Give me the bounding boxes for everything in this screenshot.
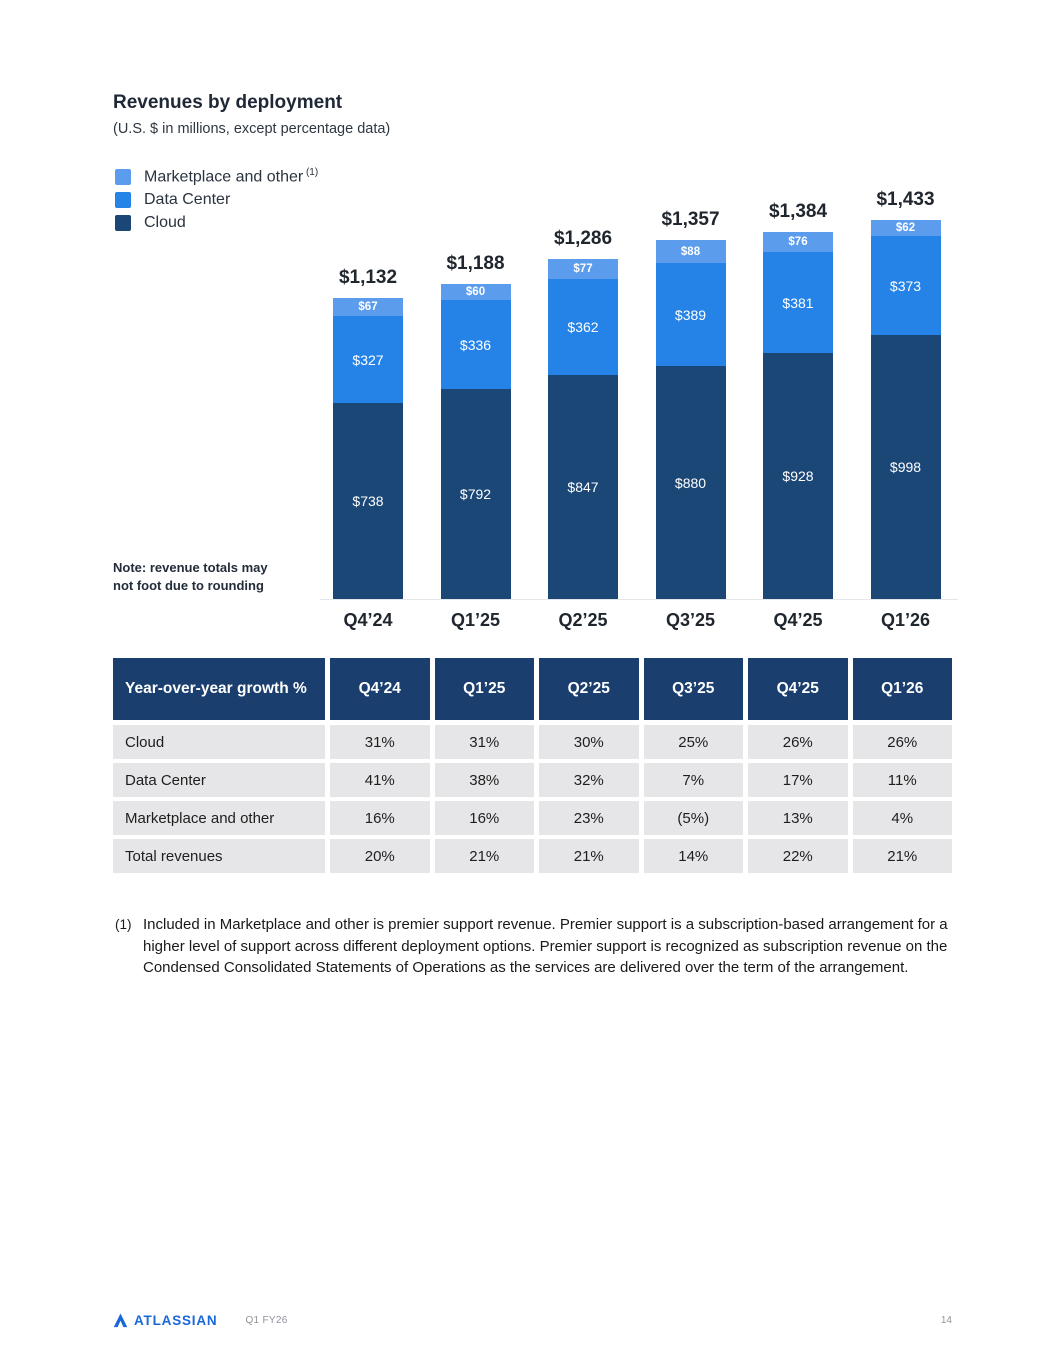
table-header-cell: Q1’26	[853, 658, 953, 720]
page-title: Revenues by deployment	[113, 92, 343, 113]
table-value-cell: 31%	[330, 725, 430, 759]
table-row	[113, 725, 952, 759]
table-value-cell: 31%	[435, 725, 535, 759]
table-row-label: Cloud	[113, 725, 325, 759]
table-value-cell: 13%	[748, 801, 848, 835]
legend-swatch-icon	[115, 169, 131, 185]
table-value-cell: 30%	[539, 725, 639, 759]
table-row-label: Total revenues	[113, 839, 325, 873]
segment-value-label: $880	[674, 474, 707, 491]
page-footer	[113, 1311, 952, 1329]
segment-value-label: $62	[895, 222, 916, 234]
segment-value-label: $373	[889, 277, 922, 294]
table-value-cell: 26%	[853, 725, 953, 759]
bar-Q1’25	[441, 170, 511, 630]
table-header-cell: Q4’24	[330, 658, 430, 720]
legend-swatch-icon	[115, 215, 131, 231]
segment-cloud	[871, 335, 941, 599]
table-value-cell: 21%	[539, 839, 639, 873]
segment-value-label: $77	[573, 263, 593, 275]
table-value-cell: 41%	[330, 763, 430, 797]
table-value-cell: 21%	[435, 839, 535, 873]
rounding-note: Note: revenue totals may not foot due to rounding	[113, 560, 268, 593]
table-header-cell: Q2’25	[539, 658, 639, 720]
segment-data-center	[548, 279, 618, 375]
segment-cloud	[548, 375, 618, 599]
segment-value-label: $327	[352, 351, 384, 368]
segment-value-label: $738	[352, 493, 384, 509]
table-value-cell: 21%	[853, 839, 953, 873]
legend-label: Cloud	[144, 214, 186, 231]
segment-marketplace-and-other	[656, 240, 726, 263]
table-value-cell: 16%	[330, 801, 430, 835]
segment-value-label: $928	[782, 468, 814, 484]
table-value-cell: 20%	[330, 839, 430, 873]
x-axis-label: Q2’25	[558, 610, 608, 630]
brand-wordmark: ATLASSIAN	[134, 1312, 218, 1328]
legend-footnote-ref: (1)	[303, 167, 319, 179]
table-row	[113, 801, 952, 835]
segment-value-label: $389	[674, 306, 707, 323]
page-subtitle: (U.S. $ in millions, except percentage data)	[113, 121, 391, 137]
page-number: 14	[940, 1314, 952, 1326]
segment-value-label: $88	[680, 245, 701, 258]
total-value-label: $1,188	[446, 253, 505, 274]
legend-item-data-center	[115, 192, 318, 208]
table-value-cell: 38%	[435, 763, 535, 797]
table-row	[113, 763, 952, 797]
total-value-label: $1,433	[876, 189, 935, 210]
segment-value-label: $381	[782, 294, 814, 311]
legend-label: Marketplace and other $^{(1)}$	[144, 167, 319, 186]
bar-Q2’25	[548, 170, 618, 630]
growth-table	[113, 658, 952, 877]
table-header-cell: Q4’25	[748, 658, 848, 720]
revenue-stacked-bar-chart	[320, 170, 958, 630]
segment-value-label: $847	[567, 479, 599, 495]
total-value-label: $1,384	[768, 201, 828, 222]
table-row-label: Marketplace and other	[113, 801, 325, 835]
segment-data-center	[871, 236, 941, 335]
legend-item-marketplace-and-other	[115, 169, 318, 185]
total-value-label: $1,357	[661, 209, 720, 230]
table-row-label: Data Center	[113, 763, 325, 797]
segment-data-center	[333, 316, 403, 403]
segment-value-label: $60	[465, 286, 486, 298]
segment-marketplace-and-other	[871, 220, 941, 236]
table-value-cell: 14%	[644, 839, 744, 873]
segment-value-label: $998	[889, 459, 922, 475]
segment-cloud	[656, 366, 726, 599]
table-value-cell: 23%	[539, 801, 639, 835]
table-value-cell: 17%	[748, 763, 848, 797]
segment-value-label: $76	[788, 236, 808, 248]
segment-cloud	[441, 389, 511, 599]
table-value-cell: 7%	[644, 763, 744, 797]
total-value-label: $1,286	[553, 228, 613, 249]
table-header-cell: Year-over-year growth %	[113, 658, 325, 720]
footnote-text: Included in Marketplace and other is premier support revenue. Premier support is a subscription-based arrangement for a higher level of support across different deployment options. Premier support is recognized as subscription revenue on the Condensed Consolidated Statements of Operations as the services are delivered over the term of the arrangement.	[143, 916, 948, 976]
footer-quarter-label: Q1 FY26	[245, 1314, 288, 1326]
segment-marketplace-and-other	[548, 259, 618, 279]
segment-marketplace-and-other	[441, 284, 511, 300]
segment-value-label: $336	[459, 336, 492, 353]
segment-value-label: $792	[459, 486, 492, 502]
table-value-cell: (5%)	[644, 801, 744, 835]
bar-Q1’26	[871, 170, 941, 630]
segment-data-center	[441, 300, 511, 389]
table-value-cell: 11%	[853, 763, 953, 797]
segment-value-label: $67	[358, 301, 378, 313]
legend-item-cloud	[115, 215, 318, 231]
table-value-cell: 16%	[435, 801, 535, 835]
segment-cloud	[333, 403, 403, 599]
table-value-cell: 32%	[539, 763, 639, 797]
table-value-cell: 26%	[748, 725, 848, 759]
table-value-cell: 22%	[748, 839, 848, 873]
total-value-label: $1,132	[338, 267, 398, 288]
x-axis-label: Q1’26	[880, 610, 931, 630]
segment-data-center	[656, 263, 726, 366]
segment-cloud	[763, 353, 833, 599]
legend-swatch-icon	[115, 192, 131, 208]
legend-label: Data Center	[144, 191, 231, 208]
segment-marketplace-and-other	[333, 298, 403, 316]
footnote-marker: (1)	[115, 917, 132, 932]
atlassian-logo-icon	[113, 1313, 128, 1328]
table-header-row	[113, 658, 952, 720]
bar-Q4’25	[763, 170, 833, 630]
segment-data-center	[763, 252, 833, 353]
table-header-cell: Q3’25	[644, 658, 744, 720]
segment-value-label: $362	[567, 319, 599, 335]
bar-Q3’25	[656, 170, 726, 630]
table-row	[113, 839, 952, 873]
table-header-cell: Q1’25	[435, 658, 535, 720]
x-axis-label: Q3’25	[665, 610, 716, 630]
chart-legend	[115, 169, 318, 231]
segment-marketplace-and-other	[763, 232, 833, 252]
table-value-cell: 25%	[644, 725, 744, 759]
bar-Q4’24	[333, 170, 403, 630]
x-axis-label: Q4’24	[343, 610, 393, 630]
table-value-cell: 4%	[853, 801, 953, 835]
x-axis-label: Q1’25	[450, 610, 501, 630]
x-axis-label: Q4’25	[773, 610, 823, 630]
atlassian-brand	[113, 1313, 217, 1328]
